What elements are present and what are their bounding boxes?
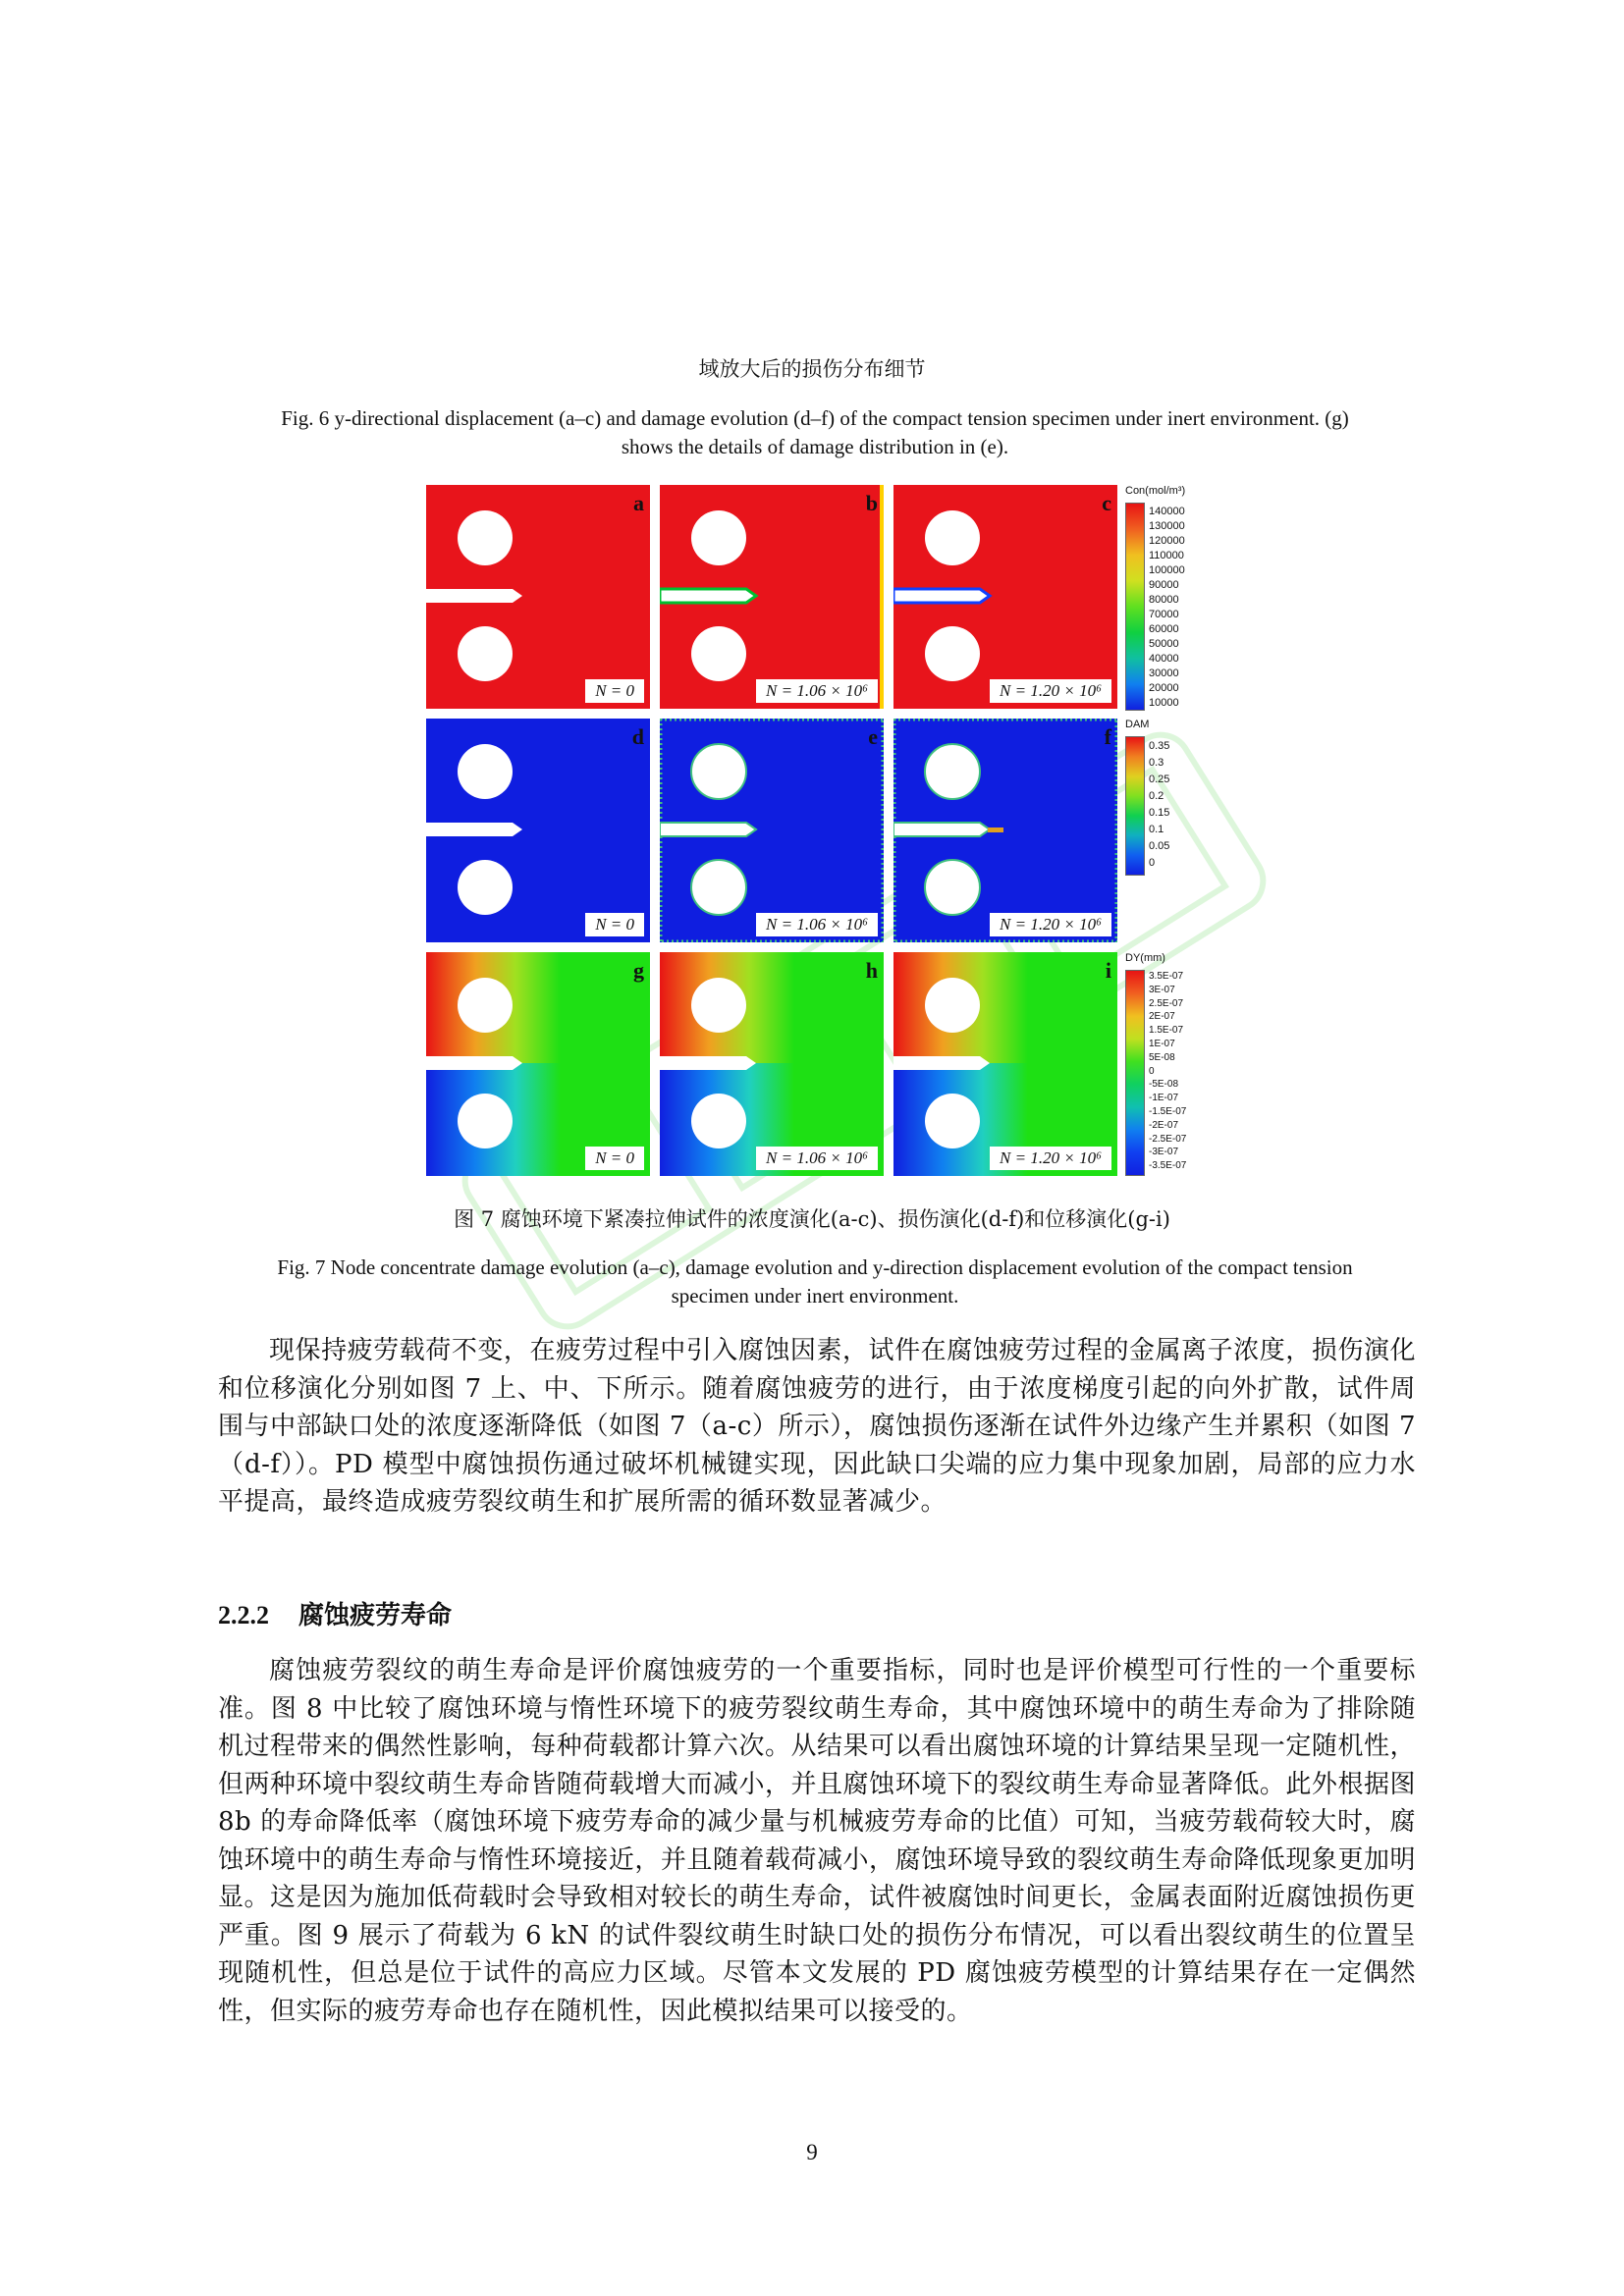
legend-tick: 0.25 [1149, 774, 1170, 785]
legend-tick: -5E-08 [1149, 1079, 1179, 1091]
panel-a [426, 485, 650, 709]
panel-label: b [865, 491, 878, 515]
legend-ticks [1149, 738, 1169, 872]
fig7-caption-en: Fig. 7 Node concentrate damage evolution (a–c), damage evolution and y-direction displacement evolution of the compact tension specimen under inert environment. [277, 1255, 1353, 1308]
legend-title: DAM [1125, 719, 1150, 730]
cycle-label: N = 0 [585, 913, 644, 936]
cycle-label: N = 1.06 × 10⁶ [756, 1147, 878, 1170]
legend-tick: 50000 [1149, 638, 1179, 650]
legend-tick: 90000 [1149, 579, 1179, 591]
legend-tick: 0.05 [1149, 840, 1170, 852]
legend-tick: 40000 [1149, 653, 1179, 665]
legend-tick: -1E-07 [1149, 1093, 1179, 1104]
legend-tick: 140000 [1149, 506, 1185, 517]
legend-tick: 3.5E-07 [1149, 971, 1184, 982]
legend-tick: 3E-07 [1149, 984, 1175, 995]
section-number: 2.2.2 [218, 1601, 269, 1629]
panel-c [893, 485, 1117, 709]
section-title: 腐蚀疲劳寿命 [298, 1601, 453, 1630]
cycle-label: N = 0 [585, 1147, 644, 1170]
fig7-caption-cn: 图 7 腐蚀环境下紧凑拉伸试件的浓度演化(a-c)、损伤演化(d-f)和位移演化(g-i) [454, 1207, 1170, 1231]
fig6-caption-en: Fig. 6 y-directional displacement (a–c) and damage evolution (d–f) of the compact tension specimen under inert environment. (g) shows the details of damage distribution in (e). [281, 406, 1349, 458]
panel-label: f [1104, 724, 1111, 749]
legend-tick: 100000 [1149, 564, 1185, 576]
panel-label: c [1102, 491, 1111, 515]
panel-label: g [633, 958, 644, 983]
panel-h [660, 952, 884, 1176]
paragraph-2: 腐蚀疲劳裂纹的萌生寿命是评价腐蚀疲劳的一个重要指标，同时也是评价模型可行性的一个重要标准。图 8 中比较了腐蚀环境与惰性环境下的疲劳裂纹萌生寿命，其中腐蚀环境中的萌生寿命为了排除随机过程带来的偶然性影响，每种荷载都计算六次。从结果可以看出腐蚀环境的计算结果呈现一定随机性，但两种环境中裂纹萌生寿命皆随荷载增大而减小，并且腐蚀环境下的裂纹萌生寿命显著降低。此外根据图 8b 的寿命降低率（腐蚀环境下疲劳寿命的减少量与机械疲劳寿命的比值）可知，当疲劳载荷较大时，腐蚀环境中的萌生寿命与惰性环境接近，并且随着载荷减小，腐蚀环境导致的裂纹萌生寿命降低现象更加明显。这是因为施加低荷载时会导致相对较长的萌生寿命，试件被腐蚀时间更长，金属表面附近腐蚀损伤更严重。图 9 展示了荷载为 6 kN 的试件裂纹萌生时缺口处的损伤分布情况，可以看出裂纹萌生的位置呈现随机性，但总是位于试件的高应力区域。尽管本文发展的 PD 腐蚀疲劳模型的计算结果存在一定偶然性，但实际的疲劳寿命也存在随机性，因此模拟结果可以接受的。 [218, 1656, 1416, 2026]
legend-tick: -2.5E-07 [1149, 1133, 1187, 1145]
cycle-label: N = 1.20 × 10⁶ [990, 679, 1111, 703]
legend-colorbar [1125, 736, 1145, 876]
legend-tick: 2E-07 [1149, 1011, 1175, 1023]
legend-tick: 10000 [1149, 697, 1179, 709]
panel-label: d [631, 724, 644, 749]
legend-ticks [1149, 970, 1186, 1173]
displacement-map [660, 952, 884, 1176]
panel-d [426, 719, 650, 942]
legend-tick: 1E-07 [1149, 1038, 1175, 1049]
legend-tick: 70000 [1149, 609, 1179, 620]
legend-tick: 30000 [1149, 667, 1179, 679]
cycle-label: N = 1.20 × 10⁶ [990, 1147, 1111, 1170]
displacement-map [426, 952, 650, 1176]
displacement-map [893, 952, 1117, 1176]
panel-label: a [633, 491, 644, 515]
legend-tick: 0.1 [1149, 824, 1164, 835]
panel-b [660, 485, 884, 709]
legend-tick: 120000 [1149, 535, 1185, 547]
concentration-map [893, 485, 1117, 709]
legend-tick: -1.5E-07 [1149, 1105, 1187, 1117]
legend-tick: 0 [1149, 1065, 1155, 1077]
legend-concentration [1125, 485, 1212, 709]
legend-tick: 130000 [1149, 520, 1185, 532]
legend-tick: 80000 [1149, 594, 1179, 606]
legend-tick: 0.15 [1149, 807, 1170, 819]
legend-tick: 0.35 [1149, 740, 1170, 752]
panel-f [893, 719, 1117, 942]
panel-e [660, 719, 884, 942]
panel-label: e [868, 724, 878, 749]
cycle-label: N = 1.20 × 10⁶ [990, 913, 1111, 936]
legend-tick: 1.5E-07 [1149, 1025, 1184, 1037]
figure-7 [426, 485, 1212, 1178]
legend-damage [1125, 719, 1212, 942]
cycle-label: N = 1.06 × 10⁶ [756, 679, 878, 703]
legend-tick: 2.5E-07 [1149, 997, 1184, 1009]
legend-title: DY(mm) [1125, 952, 1165, 964]
legend-tick: 0.2 [1149, 790, 1164, 802]
legend-tick: 110000 [1149, 550, 1184, 561]
legend-title: Con(mol/m³) [1125, 485, 1186, 497]
section-heading [218, 1595, 452, 1631]
legend-tick: -3.5E-07 [1149, 1160, 1187, 1172]
legend-tick: 5E-08 [1149, 1051, 1175, 1063]
legend-tick: -2E-07 [1149, 1119, 1179, 1131]
concentration-map [660, 485, 884, 709]
legend-tick: 20000 [1149, 682, 1179, 694]
panel-g [426, 952, 650, 1176]
legend-ticks [1149, 505, 1185, 711]
top-caption-cn: 域放大后的损伤分布细节 [698, 357, 926, 381]
damage-map [893, 719, 1117, 942]
cycle-label: N = 0 [585, 679, 644, 703]
cycle-label: N = 1.06 × 10⁶ [756, 913, 878, 936]
page-number: 9 [806, 2140, 818, 2164]
panel-label: i [1105, 958, 1111, 983]
legend-tick: 0.3 [1149, 757, 1164, 769]
legend-tick: 0 [1149, 857, 1156, 869]
damage-map [426, 719, 650, 942]
legend-displacement [1125, 952, 1212, 1176]
panel-i [893, 952, 1117, 1176]
paragraph-1: 现保持疲劳载荷不变，在疲劳过程中引入腐蚀因素，试件在腐蚀疲劳过程的金属离子浓度，损伤演化和位移演化分别如图 7 上、中、下所示。随着腐蚀疲劳的进行，由于浓度梯度引起的向外扩散，试件周围与中部缺口处的浓度逐渐降低（如图 7（a-c）所示），腐蚀损伤逐渐在试件外边缘产生并累积（如图 7（d-f））。PD 模型中腐蚀损伤通过破坏机械键实现，因此缺口尖端的应力集中现象加剧，局部的应力水平提高，最终造成疲劳裂纹萌生和扩展所需的循环数显著减少。 [218, 1336, 1416, 1517]
legend-tick: -3E-07 [1149, 1147, 1179, 1158]
concentration-map [426, 485, 650, 709]
damage-map [660, 719, 884, 942]
legend-colorbar [1125, 970, 1145, 1176]
legend-tick: 60000 [1149, 623, 1179, 635]
legend-colorbar [1125, 503, 1145, 711]
panel-label: h [865, 958, 878, 983]
